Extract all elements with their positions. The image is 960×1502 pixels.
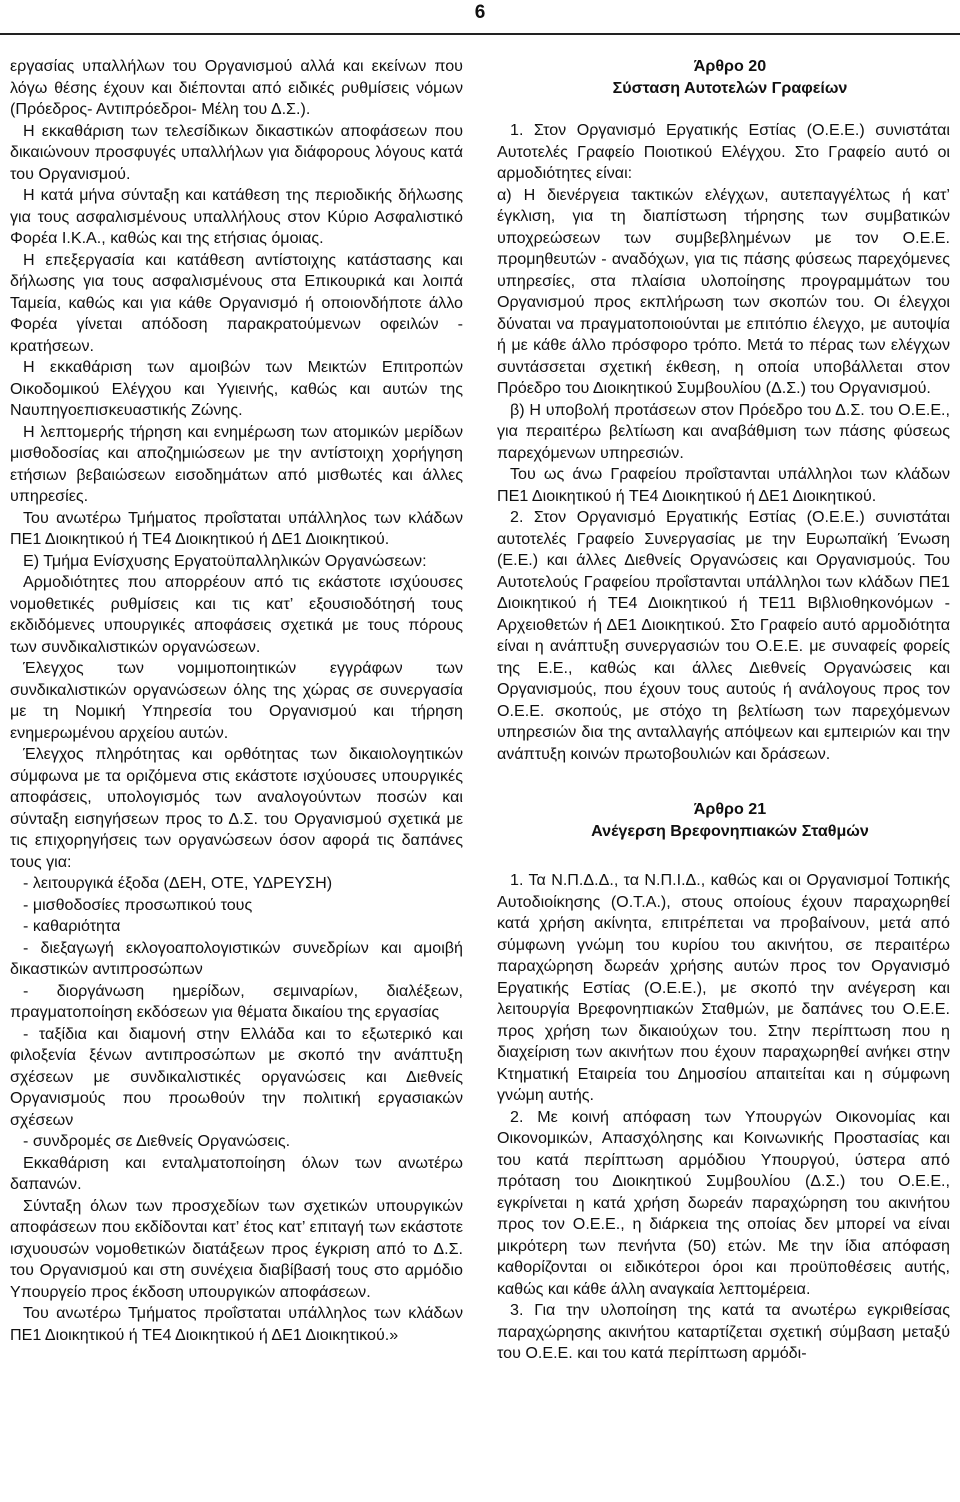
- spacer: [497, 842, 950, 870]
- left-paragraph: Η επεξεργασία και κατάθεση αντίστοιχης κατάστασης και δήλωσης για τους ασφαλισμένους στα Επικουρικά και λοιπά Ταμεία, καθώς και για κάθε Οργανισμό ή οποιονδήποτε άλλο Φορέα γίνεται απόδοση παρακρατούμενων οφειλών - κρατήσεων.: [10, 250, 463, 355]
- left-paragraph: Εκκαθάριση και ενταλματοποίηση όλων των ανωτέρω δαπανών.: [10, 1153, 463, 1193]
- left-paragraph: Σύνταξη όλων των προσχεδίων των σχετικών υπουργικών αποφάσεων που εκδίδονται κατ’ έτος κατ’ επιταγή των εκάστοτε ισχυουσών νομοθετικών διατάξεων προς έγκριση από το Δ.Σ. του Οργανισμού και στη συνέχεια διαβίβασή τους στο αρμόδιο Υπουργείο προς έκδοση υπουργικών αποφάσεων.: [10, 1196, 463, 1301]
- left-paragraph: - καθαριότητα: [23, 917, 121, 935]
- left-paragraph: Η λεπτομερής τήρηση και ενημέρωση των ατομικών μερίδων μισθοδοσίας και αποζημιώσεων με την αντίστοιχη χορήγηση ετήσιων βεβαιώσεων εισοδημάτων από μισθωτές και άλλες υπηρεσίες.: [10, 422, 463, 505]
- left-paragraph: - διεξαγωγή εκλογοαπολογιστικών συνεδρίων και αμοιβή δικαστικών αντιπροσώπων: [10, 938, 463, 978]
- article-20-title: Σύσταση Αυτοτελών Γραφείων: [612, 78, 848, 97]
- article-21-number: Άρθρο 21: [693, 800, 767, 818]
- left-paragraph: Του ανωτέρω Τμήματος προΐσταται υπάλληλος των κλάδων ΠΕ1 Διοικητικού ή ΤΕ4 Διοικητικού ή ΔΕ1 Διοικητικού.»: [10, 1304, 463, 1344]
- left-paragraph: Έλεγχος των νομιμοποιητικών εγγράφων των συνδικαλιστικών οργανώσεων όλης της χώρας σε συνεργασία με τη Νομική Υπηρεσία του Οργανισμού και τήρηση ενημερωμένου αρχείου αυτών.: [10, 659, 463, 742]
- right-column: [497, 56, 950, 1365]
- left-paragraph: Η εκκαθάριση των αμοιβών των Μεικτών Επιτροπών Οικοδομικού Ελέγχου και Υγιεινής, καθώς και αυτών της Ναυπηγοεπισκευαστικής Ζώνης.: [10, 358, 463, 419]
- left-paragraph: Η κατά μήνα σύνταξη και κατάθεση της περιοδικής δήλωσης για τους ασφαλισμένους υπαλλήλους στον Κύριο Ασφαλιστικό Φορέα Ι.Κ.Α., καθώς και της ετήσιας όμοιας.: [10, 186, 463, 247]
- article-20-paragraph: Του ως άνω Γραφείου προΐστανται υπάλληλοι των κλάδων ΠΕ1 Διοικητικού ή ΤΕ4 Διοικητικού ή ΔΕ1 Διοικητικού.: [497, 465, 950, 505]
- article-21-paragraph: 3. Για την υλοποίηση της κατά τα ανωτέρω εγκριθείσας παραχώρησης ακινήτου καταρτίζεται σχετική σύμβαση μεταξύ του Ο.Ε.Ε. και του κατά περίπτωση αρμόδι-: [497, 1301, 950, 1362]
- left-paragraph: Έλεγχος πληρότητας και ορθότητας των δικαιολογητικών σύμφωνα με τα οριζόμενα στις εκάστοτε ισχύουσες υπουργικές αποφάσεις, υπολογισμός των αναλογούντων ποσών και σύνταξη εισηγήσεων προς το Δ.Σ. του Οργανισμού σχετικά με τις επιχορηγήσεις των οργανώσεων όσον αφορά τις δαπάνες τους για:: [10, 745, 463, 871]
- article-21-title: Ανέγερση Βρεφονηπιακών Σταθμών: [591, 821, 869, 840]
- left-paragraph: Η εκκαθάριση των τελεσίδικων δικαστικών αποφάσεων που δικαιώνουν προσφυγές υπαλλήλων για διάφορους λόγους κατά του Οργανισμού.: [10, 121, 463, 183]
- article-21-paragraph: 2. Με κοινή απόφαση των Υπουργών Οικονομίας και Οικονομικών, Απασχόλησης και Κοινωνικής Προστασίας και του κατά περίπτωση αρμόδιου Υπουργού, ύστερα από πρόταση του Διοικητικού Συμβουλίου (Δ.Σ.) του Ο.Ε.Ε., εγκρίνεται η κατά χρήση δωρεάν παραχώρηση του ακινήτου προς τον Ο.Ε.Ε., η διάρκεια της οποίας δεν μπορεί να είναι μικρότερη των πενήντα (50) ετών. Με την ίδια απόφαση καθορίζονται οι ειδικότεροι όροι και προϋποθέσεις αυτής, καθώς και κάθε άλλη αναγκαία λεπτομέρεια.: [497, 1107, 950, 1298]
- left-paragraph: - λειτουργικά έξοδα (ΔΕΗ, ΟΤΕ, ΥΔΡΕΥΣΗ): [23, 874, 333, 892]
- article-21-paragraph: 1. Τα Ν.Π.Δ.Δ., τα Ν.Π.Ι.Δ., καθώς και οι Οργανισμοί Τοπικής Αυτοδιοίκησης (Ο.Τ.Α.), στους οποίους έχουν παραχωρηθεί κατά χρήση ακίνητα, επιτρέπεται να προβαίνουν, μετά από σύμφωνη γνώμη του κυρίου του ακινήτου, σε περαιτέρω παραχώρηση δωρεάν χρήσης αυτών προς τον Οργανισμό Εργατικής Εστίας (Ο.Ε.Ε.), με σκοπό την ανέγερση και λειτουργία Βρεφονηπιακών Σταθμών, με δαπάνες του Ο.Ε.Ε. προς χρήση των δικαιούχων του. Στην περίπτωση που η διαχείριση των ακινήτων που έχουν παραχωρηθεί ανήκει στην Κτηματική Εταιρεία του Δημοσίου απαιτείται και η σύμφωνη γνώμη αυτής.: [497, 871, 950, 1104]
- article-20-paragraph: 1. Στον Οργανισμό Εργατικής Εστίας (Ο.Ε.Ε.) συνιστάται Αυτοτελές Γραφείο Ποιοτικού Ελέγχου. Στο Γραφείο αυτό οι αρμοδιότητες είναι:: [497, 121, 950, 182]
- left-paragraph: εργασίας υπαλλήλων του Οργανισμού αλλά και εκείνων που λόγω θέσης έχουν και διέπονται από ειδικές ρυθμίσεις νόμων (Πρόεδρος- Αντιπρόεδροι- Μέλη του Δ.Σ.).: [10, 57, 463, 118]
- article-20-paragraph: 2. Στον Οργανισμό Εργατικής Εστίας (Ο.Ε.Ε.) συνιστάται αυτοτελές Γραφείο Συνεργασίας με την Ευρωπαϊκή Ένωση (Ε.Ε.) και άλλες Διεθνείς Οργανώσεις και Οργανισμούς. Του Αυτοτελούς Γραφείου προΐστανται υπάλληλοι των κλάδων ΠΕ1 Διοικητικού ή ΤΕ4 Διοικητικού ή ΤΕ11 Βιβλιοθηκονόμων - Αρχειοθετών ή ΔΕ1 Διοικητικού. Στο Γραφείο αυτό αρμοδιότητα είναι η ανάπτυξη συνεργασιών του Ο.Ε.Ε. με συναφείς φορείς της Ε.Ε., καθώς και άλλες Διεθνείς Οργανώσεις και Οργανισμούς, που έχουν τους αυτούς ή ανάλογους προς τον Ο.Ε.Ε. σκοπούς, με στόχο τη βελτίωση των παρεχόμενων υπηρεσιών δια της ανταλλαγής απόψεων και εμπειριών και την ανάπτυξη κοινών πρωτοβουλιών και δράσεων.: [497, 508, 950, 763]
- left-paragraph: - ταξίδια και διαμονή στην Ελλάδα και το εξωτερικό και φιλοξενία ξένων αντιπροσώπων με σκοπό την ανάπτυξη σχέσεων με συνδικαλιστικές οργανώσεις και Διεθνείς Οργανισμούς που προωθούν την πολιτική εργασιακών σχέσεων: [10, 1024, 463, 1129]
- left-paragraph: Ε) Τμήμα Ενίσχυσης Εργατοϋπαλληλικών Οργανώσεων:: [23, 551, 427, 570]
- header-rule: [0, 33, 960, 35]
- spacer: [497, 765, 950, 799]
- article-20-paragraph: β) Η υποβολή προτάσεων στον Πρόεδρο του Δ.Σ. του Ο.Ε.Ε., για περαιτέρω βελτίωση και αναβάθμιση των πάσης φύσεως παρεχόμενων υπηρεσιών.: [497, 400, 950, 462]
- left-paragraph: Αρμοδιότητες που απορρέουν από τις εκάστοτε ισχύουσες νομοθετικές ρυθμίσεις και τις κατ’ εξουσιοδότησή τους εκδιδόμενες υπουργικές αποφάσεις σχετικά με τους πόρους των συνδικαλιστικών οργανώσεων.: [10, 573, 463, 656]
- left-paragraph: - μισθοδοσίες προσωπικού τους: [23, 895, 253, 914]
- left-paragraph: Του ανωτέρω Τμήματος προΐσταται υπάλληλος των κλάδων ΠΕ1 Διοικητικού ή ΤΕ4 Διοικητικού ή ΔΕ1 Διοικητικού.: [10, 508, 463, 548]
- left-paragraph: - διοργάνωση ημερίδων, σεμιναρίων, διαλέξεων, πραγματοποίηση εκδόσεων για θέματα δικαίου της εργασίας: [10, 981, 463, 1021]
- left-column: [10, 56, 463, 1346]
- article-20-number: Άρθρο 20: [693, 57, 767, 75]
- page-number: 6: [474, 2, 486, 23]
- spacer: [497, 99, 950, 120]
- article-20-paragraph: α) Η διενέργεια τακτικών ελέγχων, αυτεπαγγέλτως ή κατ’ έγκλιση, για τη διαπίστωση τήρησης των συμβατικών υποχρεώσεων των συμβεβλημένων με τον Ο.Ε.Ε. προμηθευτών - αναδόχων, για τις πάσης φύσεως παρεχόμενες υπηρεσίες, στα πλαίσια υλοποίησης προγραμμάτων του Οργανισμού προς εκπλήρωση των σκοπών του. Οι έλεγχοι δύναται να πραγματοποιούνται με επιτόπιο έλεγχο, με αυτοψία ή με κάθε άλλο πρόσφορο τρόπο. Μετά το πέρας των ελέγχων συντάσσεται σχετική έκθεση, η οποία υποβάλλεται στον Πρόεδρο του Διοικητικού Συμβουλίου (Δ.Σ.) του Οργανισμού.: [497, 185, 950, 397]
- left-paragraph: - συνδρομές σε Διεθνείς Οργανώσεις.: [23, 1132, 291, 1150]
